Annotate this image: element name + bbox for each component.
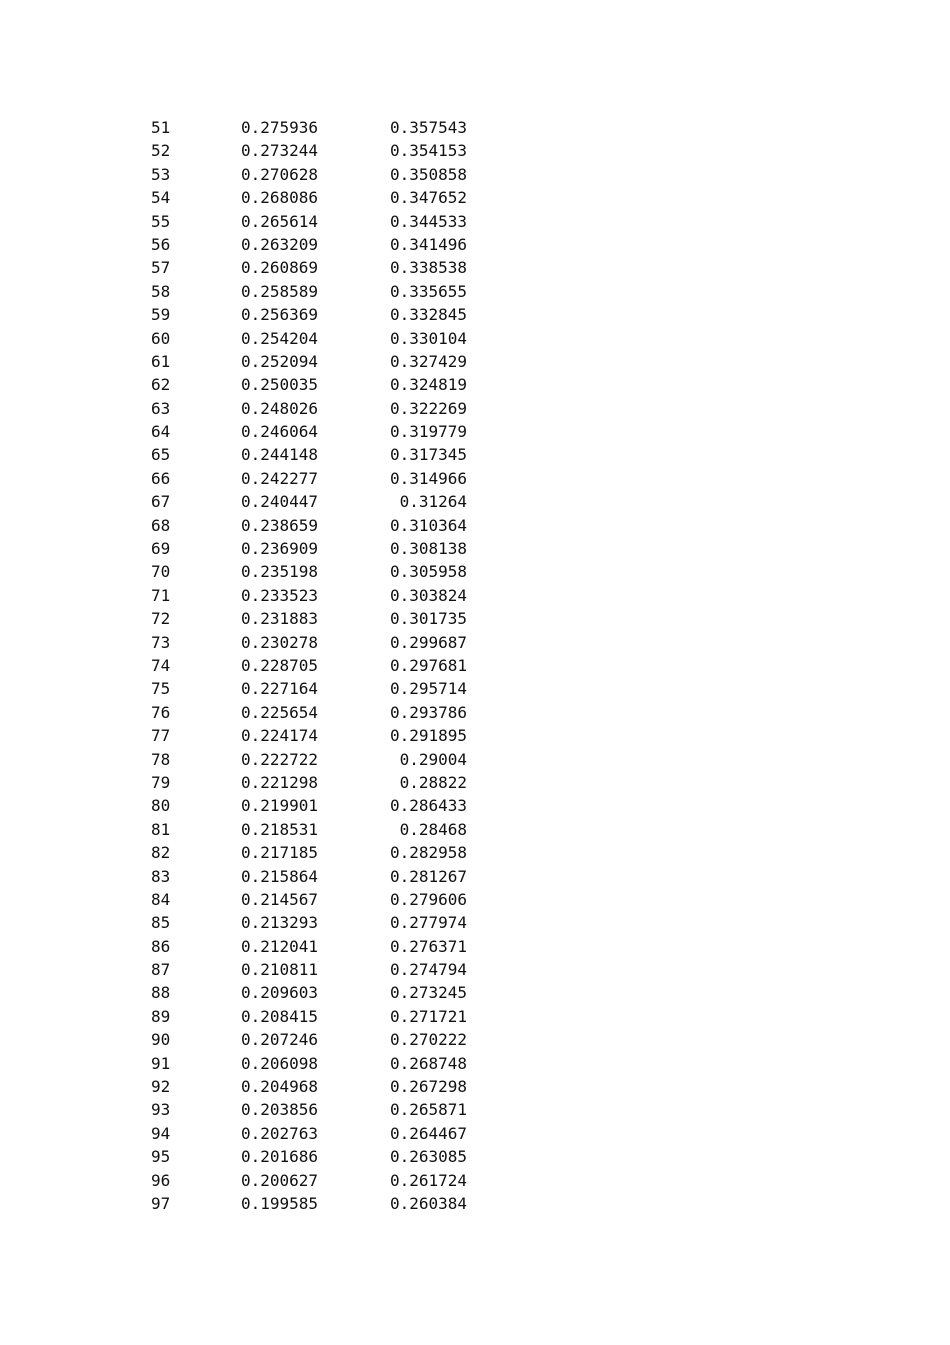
row-index-cell: 83	[151, 866, 171, 886]
value-a-cell: 0.273244	[240, 141, 318, 161]
table-row	[0, 116, 950, 139]
value-a-cell: 0.256369	[240, 305, 318, 325]
value-b-cell: 0.327429	[389, 351, 467, 371]
value-a-cell: 0.238659	[240, 515, 318, 535]
table-row	[0, 163, 950, 186]
table-row	[0, 233, 950, 256]
table-row	[0, 1052, 950, 1075]
value-a-cell: 0.221298	[240, 772, 318, 792]
row-index-cell: 82	[151, 843, 171, 863]
value-b-cell: 0.338538	[389, 258, 467, 278]
value-a-cell: 0.242277	[240, 468, 318, 488]
row-index-cell: 80	[151, 796, 171, 816]
table-row	[0, 256, 950, 279]
table-row	[0, 186, 950, 209]
row-index-cell: 59	[151, 305, 171, 325]
value-b-cell: 0.354153	[389, 141, 467, 161]
value-b-cell: 0.264467	[389, 1123, 467, 1143]
value-a-cell: 0.204968	[240, 1077, 318, 1097]
row-index-cell: 66	[151, 468, 171, 488]
table-row	[0, 771, 950, 794]
value-a-cell: 0.263209	[240, 234, 318, 254]
table-row	[0, 607, 950, 630]
value-b-cell: 0.265871	[389, 1100, 467, 1120]
row-index-cell: 51	[151, 118, 171, 137]
row-index-cell: 70	[151, 562, 171, 582]
value-b-cell: 0.299687	[389, 632, 467, 652]
table-row	[0, 724, 950, 747]
value-b-cell: 0.276371	[389, 936, 467, 956]
table-row	[0, 701, 950, 724]
value-b-cell: 0.268748	[389, 1053, 467, 1073]
row-index-cell: 88	[151, 983, 171, 1003]
value-a-cell: 0.213293	[240, 913, 318, 933]
table-row	[0, 1122, 950, 1145]
value-b-cell: 0.322269	[389, 398, 467, 418]
row-index-cell: 93	[151, 1100, 171, 1120]
table-row	[0, 537, 950, 560]
value-a-cell: 0.252094	[240, 351, 318, 371]
row-index-cell: 94	[151, 1123, 171, 1143]
table-row	[0, 911, 950, 934]
row-index-cell: 96	[151, 1170, 171, 1190]
row-index-cell: 69	[151, 539, 171, 559]
table-row	[0, 514, 950, 537]
table-row	[0, 139, 950, 162]
row-index-cell: 57	[151, 258, 171, 278]
value-a-cell: 0.199585	[240, 1193, 318, 1213]
value-b-cell: 0.273245	[389, 983, 467, 1003]
value-a-cell: 0.265614	[240, 211, 318, 231]
row-index-cell: 68	[151, 515, 171, 535]
value-a-cell: 0.235198	[240, 562, 318, 582]
row-index-cell: 53	[151, 164, 171, 184]
row-index-cell: 77	[151, 726, 171, 746]
value-a-cell: 0.268086	[240, 188, 318, 208]
value-b-cell: 0.317345	[389, 445, 467, 465]
table-row	[0, 443, 950, 466]
value-b-cell: 0.28822	[399, 772, 467, 792]
row-index-cell: 64	[151, 422, 171, 442]
row-index-cell: 86	[151, 936, 171, 956]
value-b-cell: 0.271721	[389, 1006, 467, 1026]
table-row	[0, 467, 950, 490]
value-b-cell: 0.332845	[389, 305, 467, 325]
table-row	[0, 1005, 950, 1028]
value-a-cell: 0.230278	[240, 632, 318, 652]
row-index-cell: 76	[151, 702, 171, 722]
row-index-cell: 90	[151, 1030, 171, 1050]
table-row	[0, 490, 950, 513]
row-index-cell: 65	[151, 445, 171, 465]
row-index-cell: 95	[151, 1147, 171, 1167]
value-a-cell: 0.233523	[240, 585, 318, 605]
row-index-cell: 85	[151, 913, 171, 933]
table-row	[0, 420, 950, 443]
table-row	[0, 865, 950, 888]
value-a-cell: 0.217185	[240, 843, 318, 863]
row-index-cell: 84	[151, 889, 171, 909]
value-a-cell: 0.202763	[240, 1123, 318, 1143]
table-row	[0, 1098, 950, 1121]
row-index-cell: 79	[151, 772, 171, 792]
value-b-cell: 0.28468	[399, 819, 467, 839]
table-row	[0, 958, 950, 981]
value-a-cell: 0.275936	[240, 118, 318, 137]
value-a-cell: 0.254204	[240, 328, 318, 348]
value-b-cell: 0.286433	[389, 796, 467, 816]
value-b-cell: 0.301735	[389, 609, 467, 629]
row-index-cell: 81	[151, 819, 171, 839]
table-row	[0, 1075, 950, 1098]
value-b-cell: 0.267298	[389, 1077, 467, 1097]
value-b-cell: 0.279606	[389, 889, 467, 909]
value-b-cell: 0.281267	[389, 866, 467, 886]
row-index-cell: 61	[151, 351, 171, 371]
value-b-cell: 0.319779	[389, 422, 467, 442]
table-row	[0, 935, 950, 958]
row-index-cell: 54	[151, 188, 171, 208]
value-a-cell: 0.227164	[240, 679, 318, 699]
table-row	[0, 818, 950, 841]
value-a-cell: 0.224174	[240, 726, 318, 746]
value-a-cell: 0.270628	[240, 164, 318, 184]
table-row	[0, 981, 950, 1004]
value-a-cell: 0.209603	[240, 983, 318, 1003]
value-b-cell: 0.310364	[389, 515, 467, 535]
row-index-cell: 67	[151, 492, 171, 512]
value-a-cell: 0.258589	[240, 281, 318, 301]
value-b-cell: 0.263085	[389, 1147, 467, 1167]
value-a-cell: 0.215864	[240, 866, 318, 886]
value-b-cell: 0.295714	[389, 679, 467, 699]
table-row	[0, 677, 950, 700]
value-a-cell: 0.250035	[240, 375, 318, 395]
value-a-cell: 0.201686	[240, 1147, 318, 1167]
value-a-cell: 0.212041	[240, 936, 318, 956]
row-index-cell: 89	[151, 1006, 171, 1026]
table-row	[0, 584, 950, 607]
value-a-cell: 0.218531	[240, 819, 318, 839]
row-index-cell: 58	[151, 281, 171, 301]
row-index-cell: 97	[151, 1193, 171, 1213]
row-index-cell: 78	[151, 749, 171, 769]
row-index-cell: 52	[151, 141, 171, 161]
row-index-cell: 63	[151, 398, 171, 418]
value-b-cell: 0.31264	[399, 492, 467, 512]
value-a-cell: 0.203856	[240, 1100, 318, 1120]
value-b-cell: 0.344533	[389, 211, 467, 231]
value-b-cell: 0.270222	[389, 1030, 467, 1050]
table-row	[0, 397, 950, 420]
row-index-cell: 75	[151, 679, 171, 699]
table-row	[0, 841, 950, 864]
value-b-cell: 0.261724	[389, 1170, 467, 1190]
value-a-cell: 0.200627	[240, 1170, 318, 1190]
table-row	[0, 1169, 950, 1192]
table-row	[0, 303, 950, 326]
row-index-cell: 60	[151, 328, 171, 348]
row-index-cell: 91	[151, 1053, 171, 1073]
value-a-cell: 0.228705	[240, 655, 318, 675]
value-b-cell: 0.297681	[389, 655, 467, 675]
table-row	[0, 327, 950, 350]
table-row	[0, 373, 950, 396]
value-b-cell: 0.330104	[389, 328, 467, 348]
row-index-cell: 55	[151, 211, 171, 231]
row-index-cell: 71	[151, 585, 171, 605]
value-a-cell: 0.240447	[240, 492, 318, 512]
value-b-cell: 0.341496	[389, 234, 467, 254]
table-row	[0, 654, 950, 677]
table-row	[0, 560, 950, 583]
value-a-cell: 0.248026	[240, 398, 318, 418]
value-a-cell: 0.246064	[240, 422, 318, 442]
row-index-cell: 56	[151, 234, 171, 254]
table-row	[0, 794, 950, 817]
value-b-cell: 0.350858	[389, 164, 467, 184]
value-b-cell: 0.308138	[389, 539, 467, 559]
value-b-cell: 0.274794	[389, 960, 467, 980]
value-a-cell: 0.225654	[240, 702, 318, 722]
table-row	[0, 350, 950, 373]
value-a-cell: 0.206098	[240, 1053, 318, 1073]
table-row	[0, 1192, 950, 1215]
value-b-cell: 0.293786	[389, 702, 467, 722]
table-row	[0, 631, 950, 654]
row-index-cell: 92	[151, 1077, 171, 1097]
table-row	[0, 748, 950, 771]
value-a-cell: 0.231883	[240, 609, 318, 629]
table-row	[0, 1145, 950, 1168]
value-a-cell: 0.210811	[240, 960, 318, 980]
value-b-cell: 0.324819	[389, 375, 467, 395]
table-row	[0, 1028, 950, 1051]
value-a-cell: 0.236909	[240, 539, 318, 559]
table-row	[0, 280, 950, 303]
data-table	[0, 116, 950, 1215]
row-index-cell: 74	[151, 655, 171, 675]
row-index-cell: 72	[151, 609, 171, 629]
row-index-cell: 87	[151, 960, 171, 980]
value-b-cell: 0.29004	[399, 749, 467, 769]
table-row	[0, 210, 950, 233]
value-a-cell: 0.214567	[240, 889, 318, 909]
value-b-cell: 0.303824	[389, 585, 467, 605]
value-a-cell: 0.222722	[240, 749, 318, 769]
value-a-cell: 0.219901	[240, 796, 318, 816]
value-b-cell: 0.335655	[389, 281, 467, 301]
value-b-cell: 0.347652	[389, 188, 467, 208]
value-b-cell: 0.291895	[389, 726, 467, 746]
table-row	[0, 888, 950, 911]
value-b-cell: 0.305958	[389, 562, 467, 582]
value-b-cell: 0.314966	[389, 468, 467, 488]
value-a-cell: 0.260869	[240, 258, 318, 278]
value-b-cell: 0.357543	[389, 118, 467, 137]
value-a-cell: 0.208415	[240, 1006, 318, 1026]
value-a-cell: 0.244148	[240, 445, 318, 465]
row-index-cell: 73	[151, 632, 171, 652]
value-b-cell: 0.277974	[389, 913, 467, 933]
value-b-cell: 0.260384	[389, 1193, 467, 1213]
row-index-cell: 62	[151, 375, 171, 395]
value-b-cell: 0.282958	[389, 843, 467, 863]
value-a-cell: 0.207246	[240, 1030, 318, 1050]
